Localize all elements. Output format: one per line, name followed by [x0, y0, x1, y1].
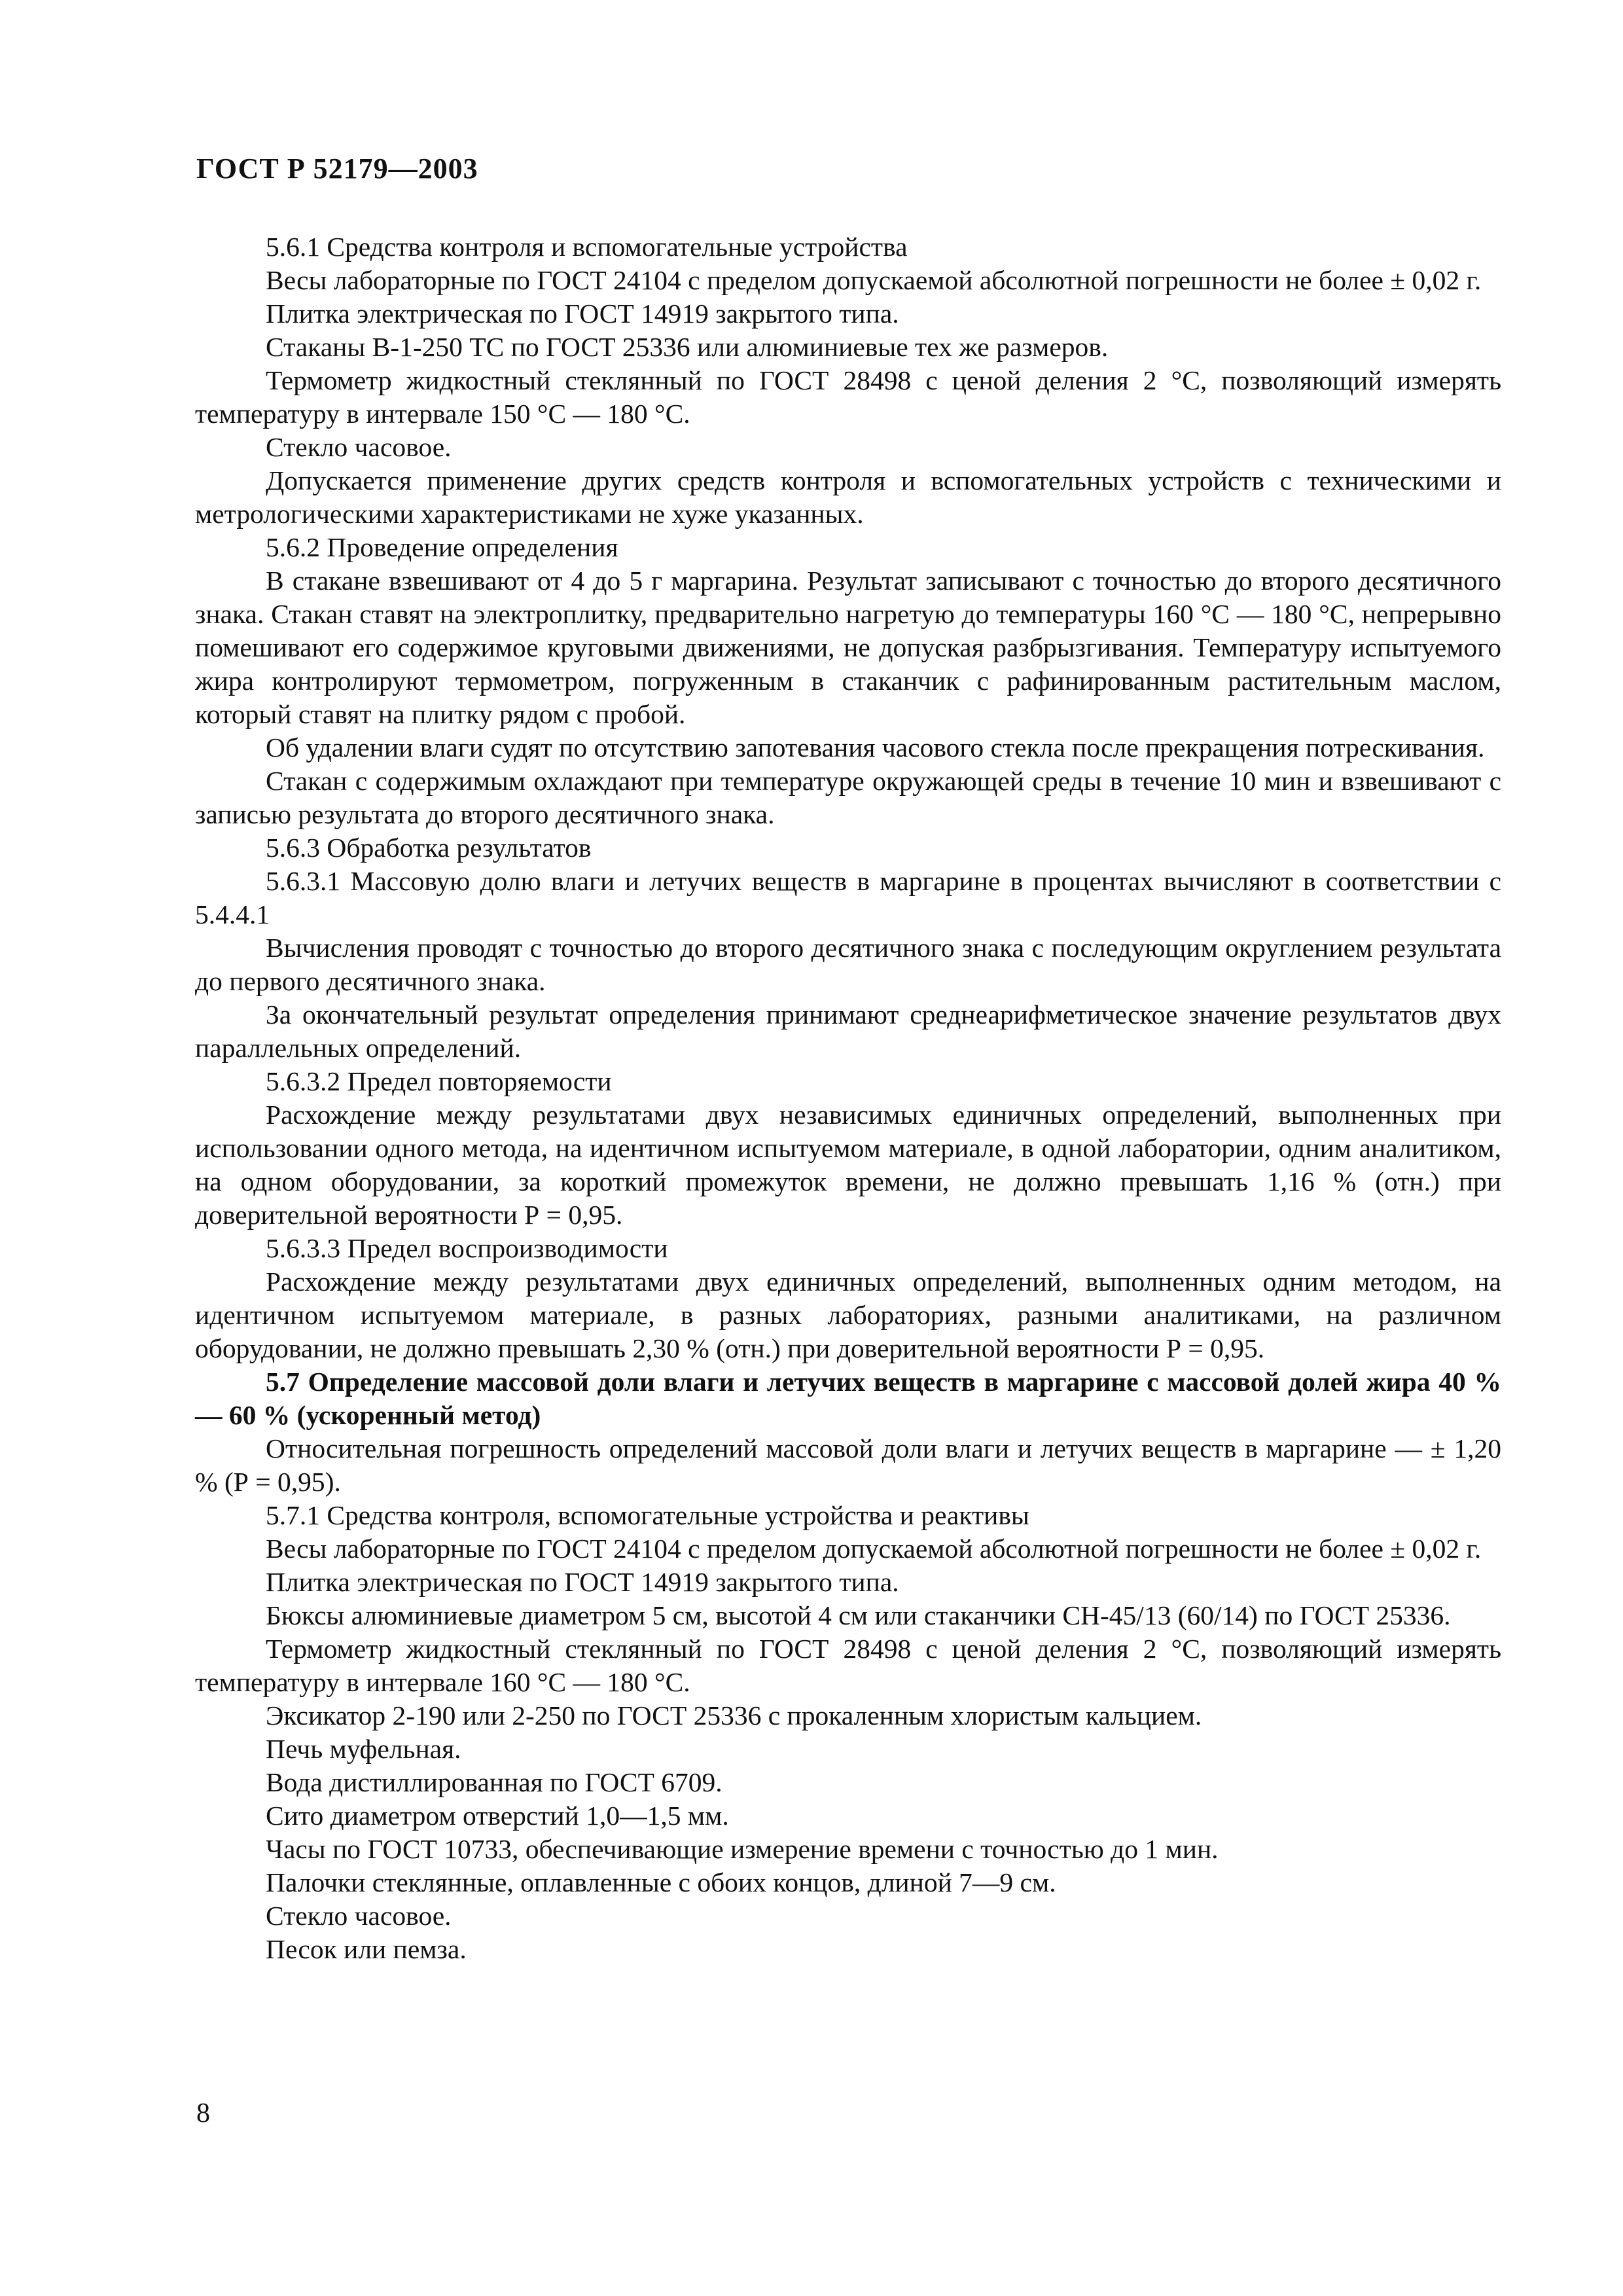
- paragraph: Эксикатор 2-190 или 2-250 по ГОСТ 25336 с прокаленным хлористым кальцием.: [266, 1700, 1202, 1731]
- section-heading-5-6-2: 5.6.2 Проведение определения: [266, 532, 618, 562]
- paragraph: Стаканы В-1-250 ТС по ГОСТ 25336 или алюминиевые тех же размеров.: [266, 332, 1109, 362]
- paragraph: Термометр жидкостный стеклянный по ГОСТ 28498 с ценой деления 2 °С, позволяющий измерять температуру в интервале 160 °С — 180 °С.: [195, 1634, 1501, 1697]
- section-heading-5-6-3: 5.6.3 Обработка результатов: [266, 833, 592, 863]
- section-heading-5-7: 5.7 Определение массовой доли влаги и летучих веществ в маргарине с массовой долей жира 40 % — 60 % (ускоренный метод): [195, 1367, 1501, 1430]
- paragraph: Расхождение между результатами двух единичных определений, выполненных одним методом, на идентичном испытуемом материале, в разных лабораториях, разными аналитиками, на различном оборудовании, не должно превышать 2,30 % (отн.) при доверительной вероятности Р = 0,95.: [195, 1266, 1501, 1363]
- paragraph: Об удалении влаги судят по отсутствию запотевания часового стекла после прекращения потрескивания.: [266, 732, 1485, 762]
- paragraph: Вычисления проводят с точностью до второго десятичного знака с последующим округлением результата до первого десятичного знака.: [195, 933, 1501, 996]
- document-body: [195, 230, 1501, 1966]
- paragraph: Стакан с содержимым охлаждают при температуре окружающей среды в течение 10 мин и взвешивают с записью результата до второго десятичного знака.: [195, 766, 1501, 829]
- paragraph: Относительная погрешность определений массовой доли влаги и летучих веществ в маргарине — ± 1,20 % (Р = 0,95).: [195, 1433, 1501, 1497]
- paragraph: Сито диаметром отверстий 1,0—1,5 мм.: [266, 1801, 729, 1831]
- paragraph: В стакане взвешивают от 4 до 5 г маргарина. Результат записывают с точностью до второго десятичного знака. Стакан ставят на электроплитку, предварительно нагретую до температуры 160 °С — 180 °С, непрерывно помешивают его содержимое круговыми движениями, не допуская разбрызгивания. Температуру испытуемого жира контролируют термометром, погруженным в стаканчик с рафинированным растительным маслом, который ставят на плитку рядом с пробой.: [195, 565, 1501, 729]
- section-heading-5-6-1: 5.6.1 Средства контроля и вспомогательные устройства: [266, 232, 908, 262]
- paragraph: Палочки стеклянные, оплавленные с обоих концов, длиной 7—9 см.: [266, 1867, 1056, 1897]
- paragraph: Весы лабораторные по ГОСТ 24104 с пределом допускаемой абсолютной погрешности не более ± 0,02 г.: [266, 1534, 1482, 1564]
- paragraph: Плитка электрическая по ГОСТ 14919 закрытого типа.: [266, 298, 899, 329]
- paragraph: Весы лабораторные по ГОСТ 24104 с пределом допускаемой абсолютной погрешности не более ± 0,02 г.: [266, 265, 1482, 295]
- paragraph: Расхождение между результатами двух независимых единичных определений, выполненных при использовании одного метода, на идентичном испытуемом материале, в одной лаборатории, одним аналитиком, на одном оборудовании, за короткий промежуток времени, не должно превышать 1,16 % (отн.) при доверительной вероятности Р = 0,95.: [195, 1100, 1501, 1230]
- section-heading-5-6-3-3: 5.6.3.3 Предел воспроизводимости: [266, 1233, 668, 1263]
- section-heading-5-6-3-2: 5.6.3.2 Предел повторяемости: [266, 1066, 612, 1096]
- paragraph: Допускается применение других средств контроля и вспомогательных устройств с техническими и метрологическими характеристиками не хуже указанных.: [195, 465, 1501, 529]
- paragraph: Плитка электрическая по ГОСТ 14919 закрытого типа.: [266, 1567, 899, 1597]
- paragraph: Бюксы алюминиевые диаметром 5 см, высотой 4 см или стаканчики СН-45/13 (60/14) по ГОСТ 25336.: [266, 1600, 1451, 1630]
- section-heading-5-7-1: 5.7.1 Средства контроля, вспомогательные устройства и реактивы: [266, 1500, 1029, 1530]
- paragraph: Песок или пемза.: [266, 1934, 467, 1964]
- paragraph: За окончательный результат определения принимают среднеарифметическое значение результатов двух параллельных определений.: [195, 999, 1501, 1063]
- paragraph: Стекло часовое.: [266, 432, 452, 462]
- paragraph: Вода дистиллированная по ГОСТ 6709.: [266, 1767, 722, 1797]
- paragraph: Стекло часовое.: [266, 1901, 452, 1931]
- paragraph: Часы по ГОСТ 10733, обеспечивающие измерение времени с точностью до 1 мин.: [266, 1834, 1219, 1864]
- paragraph: Печь муфельная.: [266, 1734, 461, 1764]
- standard-header: ГОСТ Р 52179—2003: [196, 152, 478, 185]
- page-number: 8: [196, 2098, 210, 2128]
- paragraph: 5.6.3.1 Массовую долю влаги и летучих веществ в маргарине в процентах вычисляют в соответствии с 5.4.4.1: [195, 866, 1501, 929]
- paragraph: Термометр жидкостный стеклянный по ГОСТ 28498 с ценой деления 2 °С, позволяющий измерять температуру в интервале 150 °С — 180 °С.: [195, 365, 1501, 429]
